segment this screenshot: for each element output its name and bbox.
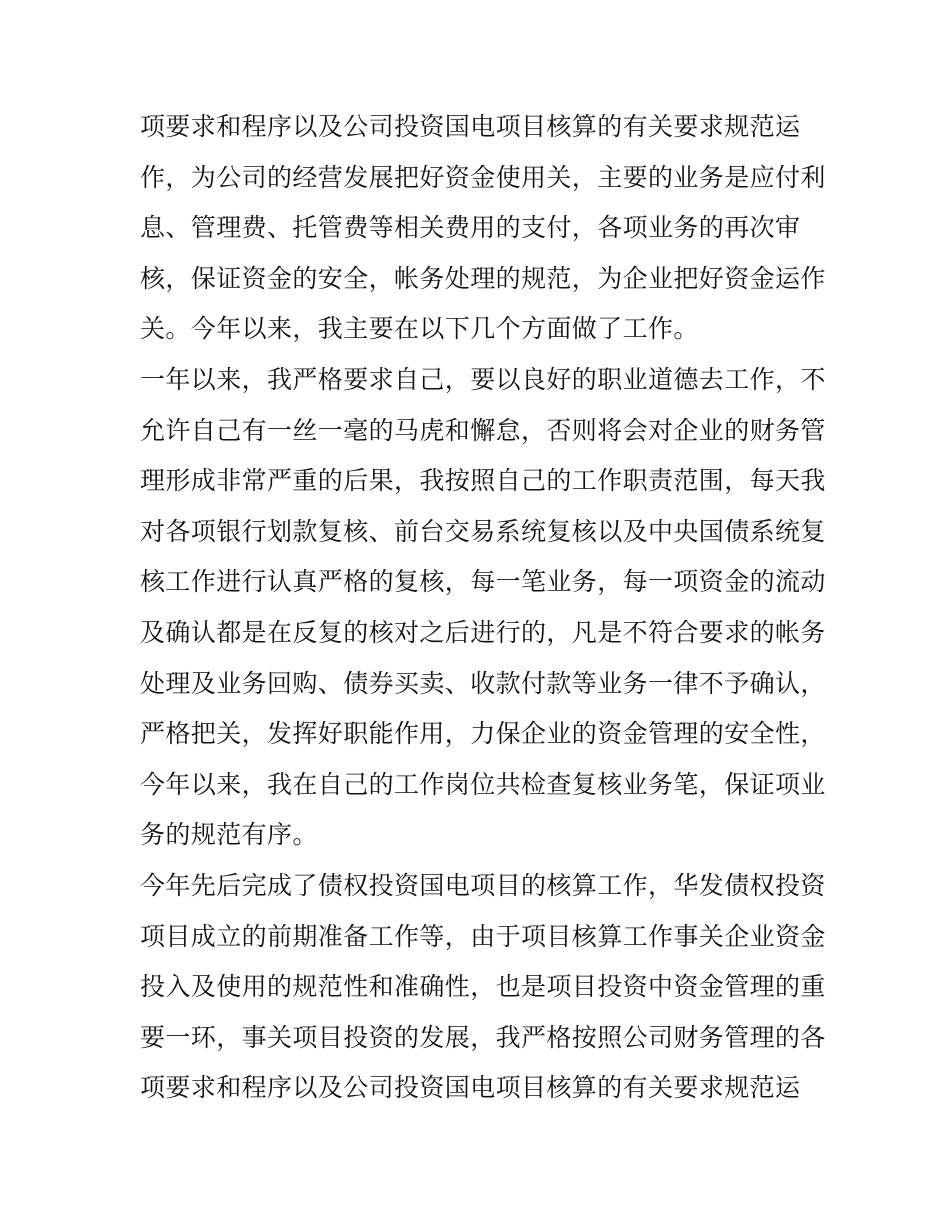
text-line: 投入及使用的规范性和准确性，也是项目投资中资金管理的重	[140, 972, 826, 1002]
text-line: 及确认都是在反复的核对之后进行的，凡是不符合要求的帐务	[140, 617, 826, 647]
text-line: 务的规范有序。	[140, 820, 318, 850]
text-line: 严格把关，发挥好职能作用，力保企业的资金管理的安全性，	[140, 719, 826, 749]
paragraph-3	[140, 861, 826, 1114]
text-line: 一年以来，我严格要求自己，要以良好的职业道德去工作，不	[140, 364, 826, 394]
document-body	[140, 102, 826, 1114]
text-line: 息、管理费、托管费等相关费用的支付，各项业务的再次审	[140, 213, 801, 243]
text-line: 项目成立的前期准备工作等，由于项目核算工作事关企业资金	[140, 921, 826, 951]
text-line: 核工作进行认真严格的复核，每一笔业务，每一项资金的流动	[140, 567, 826, 597]
text-line: 要一环，事关项目投资的发展，我严格按照公司财务管理的各	[140, 1022, 826, 1052]
paragraph-2	[140, 355, 826, 861]
text-line: 今年以来，我在自己的工作岗位共检查复核业务笔，保证项业	[140, 769, 826, 799]
text-line: 允许自己有一丝一毫的马虎和懈怠，否则将会对企业的财务管	[140, 415, 826, 445]
text-line: 关。今年以来，我主要在以下几个方面做了工作。	[140, 314, 699, 344]
text-line: 项要求和程序以及公司投资国电项目核算的有关要求规范运	[140, 1073, 801, 1103]
text-line: 处理及业务回购、债券买卖、收款付款等业务一律不予确认，	[140, 668, 826, 698]
paragraph-1	[140, 102, 826, 355]
text-line: 作，为公司的经营发展把好资金使用关，主要的业务是应付利	[140, 162, 826, 192]
text-line: 核，保证资金的安全，帐务处理的规范，为企业把好资金运作	[140, 263, 826, 293]
text-line: 项要求和程序以及公司投资国电项目核算的有关要求规范运	[140, 112, 801, 141]
text-line: 对各项银行划款复核、前台交易系统复核以及中央国债系统复	[140, 516, 826, 546]
text-line: 理形成非常严重的后果，我按照自己的工作职责范围，每天我	[140, 466, 826, 496]
text-line: 今年先后完成了债权投资国电项目的核算工作，华发债权投资	[140, 870, 826, 900]
